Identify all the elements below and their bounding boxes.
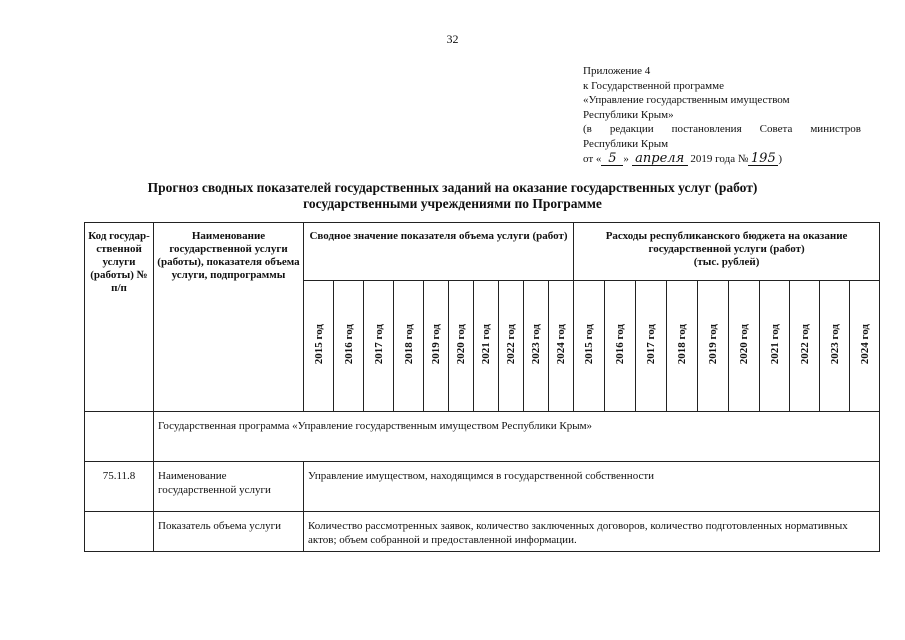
year-header (449, 281, 474, 412)
header-expense-line-2: (тыс. рублей) (693, 256, 760, 268)
year-header (549, 281, 574, 412)
forecast-table (84, 222, 880, 552)
year-header (605, 281, 636, 412)
year-header (394, 281, 424, 412)
indicator-label: Показатель объема услуги (154, 512, 304, 552)
year-header (790, 281, 820, 412)
indicator-row (85, 512, 880, 552)
handwritten-number: 195 (748, 153, 778, 166)
year-label: 2023 год (530, 324, 542, 365)
year-label: 2018 год (676, 324, 689, 365)
year-label: 2018 год (402, 324, 415, 365)
year-label: 2019 год (430, 324, 442, 365)
year-label: 2015 год (312, 324, 325, 365)
year-header (474, 281, 499, 412)
date-day-close: » (623, 152, 629, 165)
year-header (334, 281, 364, 412)
program-code-cell (85, 412, 154, 462)
appendix-line-6: Республики Крым (583, 137, 669, 150)
appendix-line-4: Республики Крым» (583, 108, 674, 121)
header-name: Наименование государственной услуги (работы), показателя объема услуги, подпрограммы (154, 223, 304, 412)
appendix-date-line (583, 152, 861, 167)
year-label: 2022 год (798, 324, 811, 365)
indicator-value: Количество рассмотренных заявок, количество заключенных договоров, количество подготовленных нормативных актов; объем собранной и предоставленной информации. (304, 512, 880, 552)
header-expense-line-1: Расходы республиканского бюджета на оказание государственной услуги (работ) (605, 230, 848, 255)
service-value: Управление имуществом, находящимся в государственной собственности (304, 462, 880, 512)
year-label: 2021 год (480, 324, 492, 365)
year-label: 2021 год (768, 324, 781, 365)
appendix-line-2: к Государственной программе (583, 79, 724, 92)
year-header (574, 281, 605, 412)
page-number: 32 (446, 32, 459, 46)
year-label: 2016 год (342, 324, 355, 365)
year-label: 2024 год (555, 324, 568, 365)
year-header (729, 281, 760, 412)
year-header (760, 281, 790, 412)
date-close: ) (778, 152, 782, 165)
document-title (0, 180, 905, 212)
handwritten-month: апреля (632, 153, 688, 166)
year-header (499, 281, 524, 412)
title-line-2: государственными учреждениями по Программе (303, 196, 602, 211)
year-label: 2016 год (614, 324, 627, 365)
indicator-code-cell (85, 512, 154, 552)
service-row (85, 462, 880, 512)
header-expense-group (574, 223, 880, 281)
date-prefix: от « (583, 152, 602, 165)
year-label: 2015 год (583, 324, 596, 365)
year-label: 2017 год (372, 324, 385, 365)
year-label: 2020 год (455, 324, 467, 365)
title-line-1: Прогноз сводных показателей государственных заданий на оказание государственных услуг (работ) (147, 180, 758, 195)
year-header (364, 281, 394, 412)
program-row (85, 412, 880, 462)
header-code: Код государ-ственной услуги (работы) № п/п (85, 223, 154, 412)
year-label: 2019 год (707, 324, 720, 365)
appendix-line-5: (в редакции постановления Совета министров (583, 123, 861, 136)
year-header (698, 281, 729, 412)
appendix-block (583, 64, 861, 166)
year-label: 2017 год (645, 324, 658, 365)
year-label: 2020 год (738, 324, 751, 365)
header-volume-group: Сводное значение показателя объема услуги (работ) (304, 223, 574, 281)
appendix-line-1: Приложение 4 (583, 65, 651, 77)
program-name: Государственная программа «Управление государственным имуществом Республики Крым» (154, 412, 880, 462)
year-header (304, 281, 334, 412)
year-header (667, 281, 698, 412)
year-header (524, 281, 549, 412)
appendix-line-3: «Управление государственным имуществом (583, 94, 790, 107)
year-label: 2024 год (858, 324, 871, 365)
service-code: 75.11.8 (85, 462, 154, 512)
date-year-text: 2019 года № (690, 152, 749, 165)
handwritten-day: 5 (601, 153, 623, 166)
service-label: Наименование государственной услуги (154, 462, 304, 512)
year-label: 2022 год (505, 324, 517, 365)
year-header (424, 281, 449, 412)
year-header (636, 281, 667, 412)
header-row-1 (85, 223, 880, 281)
year-label: 2023 год (828, 324, 841, 365)
year-header (820, 281, 850, 412)
year-header (850, 281, 880, 412)
